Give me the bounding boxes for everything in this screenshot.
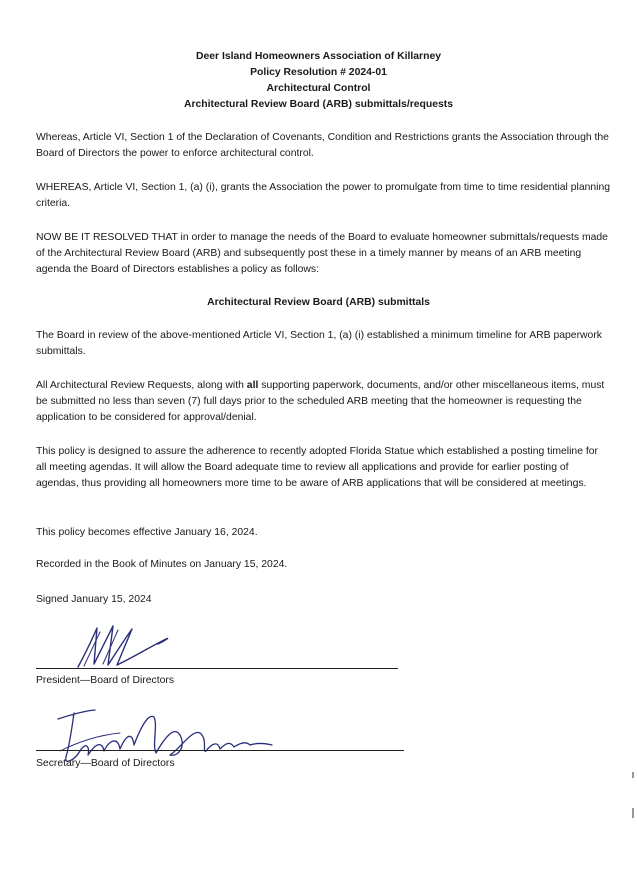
president-signature-line — [36, 668, 398, 669]
paragraph-resolved: NOW BE IT RESOLVED THAT in order to manage the needs of the Board to evaluate homeowner submittals/requests made of the Architectural Review Board (ARB) and subsequently post these in a timely manner by means of an ARB meeting agenda the Board of Directors establishes a policy as follows: — [36, 232, 608, 275]
paragraph-review: The Board in review of the above-mentioned Article VI, Section 1, (a) (i) established a minimum timeline for ARB paperwork submittals. — [36, 330, 602, 357]
document-header — [0, 49, 637, 113]
paragraph-recorded: Recorded in the Book of Minutes on January 15, 2024. — [36, 559, 288, 570]
section-subheading: Architectural Review Board (ARB) submittals — [207, 297, 430, 308]
resolution-title: Architectural Review Board (ARB) submittals/requests — [183, 99, 454, 110]
scan-edge-mark — [632, 808, 634, 818]
paragraph-whereas-2: WHEREAS, Article VI, Section 1, (a) (i), grants the Association the power to promulgate from time to time residential planning criteria. — [36, 182, 611, 209]
paragraph-effective-date: This policy becomes effective January 16, 2024. — [36, 527, 258, 538]
association-name: Deer Island Homeowners Association of Killarney — [195, 51, 442, 62]
secretary-signature-line — [36, 750, 404, 751]
paragraph-requirements: All Architectural Review Requests, along with all supporting paperwork, documents, and/or other miscellaneous items, must be submitted no less than seven (7) full days prior to the scheduled ARB meeting that the homeowner is requesting the application to be considered for approval/denial. — [36, 380, 605, 423]
resolution-number: Policy Resolution # 2024-01 — [250, 67, 387, 78]
paragraph-purpose: This policy is designed to assure the adherence to recently adopted Florida Statue which established a posting timeline for all meeting agendas. It will allow the Board adequate time to review all applications and provide for earlier posting of agendas, thus providing all homeowners more time to be aware of ARB applications that will be considered at meetings. — [36, 446, 598, 489]
secretary-label: Secretary—Board of Directors — [36, 758, 175, 769]
paragraph-whereas-1: Whereas, Article VI, Section 1 of the Declaration of Covenants, Condition and Restrictions grants the Association through the Board of Directors the power to enforce architectural control. — [36, 132, 609, 159]
scan-edge-mark — [632, 772, 634, 778]
president-label: President—Board of Directors — [36, 675, 175, 686]
resolution-topic: Architectural Control — [266, 83, 371, 94]
paragraph-signed-date: Signed January 15, 2024 — [36, 594, 152, 605]
president-signature — [70, 620, 190, 675]
